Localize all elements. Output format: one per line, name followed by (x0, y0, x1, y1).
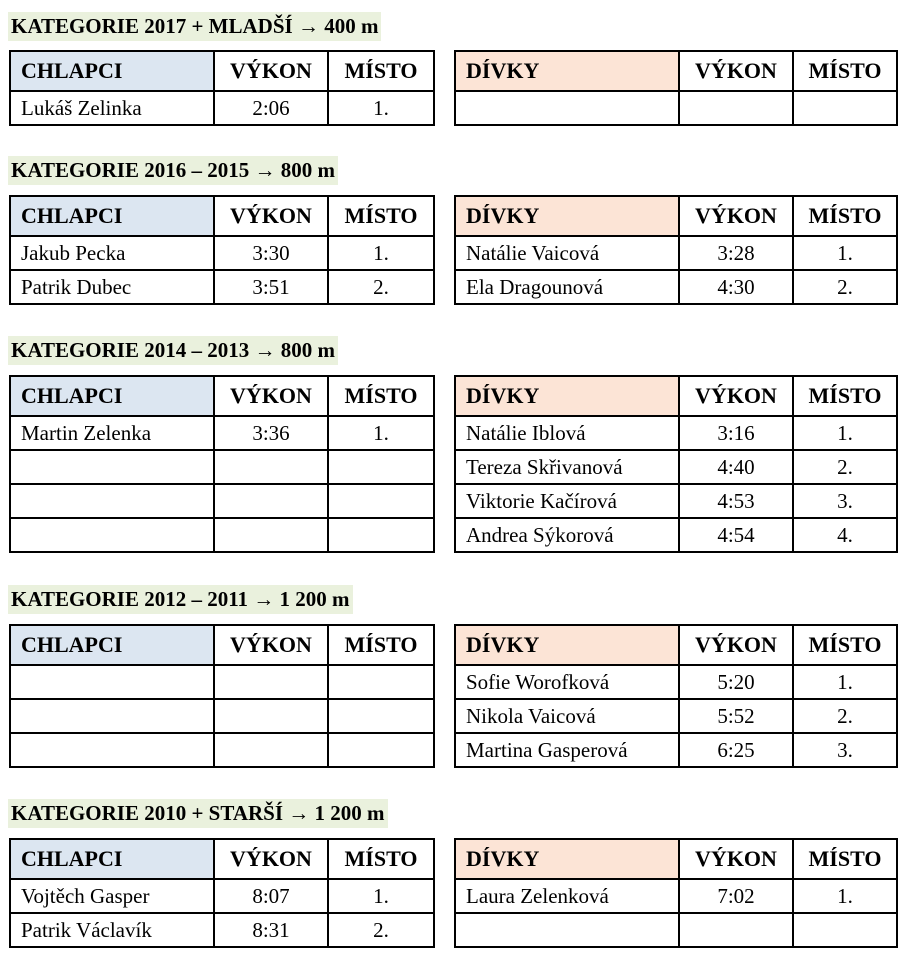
boys-results-table (9, 195, 435, 305)
athlete-place: 2. (328, 270, 434, 304)
girls-results-table (454, 375, 898, 553)
header-result: VÝKON (214, 196, 328, 236)
athlete-place (328, 733, 434, 767)
athlete-place: 1. (328, 416, 434, 450)
athlete-time: 4:53 (679, 484, 793, 518)
athlete-name: Vojtěch Gasper (10, 879, 214, 913)
table-row (10, 879, 434, 913)
header-girls: DÍVKY (455, 839, 679, 879)
category-title: KATEGORIE 2012 – 2011 → 1 200 m (8, 585, 353, 614)
table-row (10, 733, 434, 767)
athlete-place: 1. (328, 879, 434, 913)
table-row (455, 450, 897, 484)
athlete-name (10, 699, 214, 733)
athlete-place: 4. (793, 518, 897, 552)
athlete-name: Ela Dragounová (455, 270, 679, 304)
table-row (455, 270, 897, 304)
table-header-row (10, 376, 434, 416)
athlete-name: Martina Gasperová (455, 733, 679, 767)
athlete-time (214, 484, 328, 518)
athlete-name: Jakub Pecka (10, 236, 214, 270)
boys-results-table (9, 375, 435, 553)
header-result: VÝKON (214, 376, 328, 416)
table-header-row (10, 196, 434, 236)
girls-results-table (454, 195, 898, 305)
athlete-time: 8:07 (214, 879, 328, 913)
athlete-place: 3. (793, 733, 897, 767)
athlete-time (214, 733, 328, 767)
athlete-name: Viktorie Kačírová (455, 484, 679, 518)
athlete-place: 1. (793, 665, 897, 699)
boys-results-table (9, 50, 435, 126)
header-result: VÝKON (679, 839, 793, 879)
header-place: MÍSTO (328, 196, 434, 236)
table-row (10, 416, 434, 450)
header-result: VÝKON (214, 625, 328, 665)
header-result: VÝKON (679, 625, 793, 665)
table-row (455, 879, 897, 913)
header-place: MÍSTO (328, 839, 434, 879)
athlete-name: Sofie Worofková (455, 665, 679, 699)
header-place: MÍSTO (328, 625, 434, 665)
table-row (455, 484, 897, 518)
table-header-row (455, 196, 897, 236)
table-header-row (455, 839, 897, 879)
table-row (10, 518, 434, 552)
table-row (455, 913, 897, 947)
athlete-name: Andrea Sýkorová (455, 518, 679, 552)
athlete-name (455, 913, 679, 947)
header-girls: DÍVKY (455, 196, 679, 236)
girls-results-table (454, 838, 898, 948)
category-title: KATEGORIE 2017 + MLADŠÍ → 400 m (8, 12, 381, 41)
athlete-name: Natálie Iblová (455, 416, 679, 450)
header-girls: DÍVKY (455, 51, 679, 91)
table-header-row (455, 51, 897, 91)
athlete-place (328, 699, 434, 733)
table-row (10, 913, 434, 947)
athlete-name (10, 518, 214, 552)
header-result: VÝKON (679, 196, 793, 236)
header-place: MÍSTO (328, 376, 434, 416)
athlete-time: 4:54 (679, 518, 793, 552)
athlete-time (679, 913, 793, 947)
athlete-place (793, 91, 897, 125)
header-girls: DÍVKY (455, 376, 679, 416)
table-row (455, 236, 897, 270)
athlete-time (679, 91, 793, 125)
header-place: MÍSTO (793, 51, 897, 91)
athlete-time: 3:51 (214, 270, 328, 304)
athlete-place: 2. (793, 270, 897, 304)
athlete-time: 3:28 (679, 236, 793, 270)
header-place: MÍSTO (793, 625, 897, 665)
athlete-place (328, 518, 434, 552)
table-row (455, 416, 897, 450)
athlete-name: Nikola Vaicová (455, 699, 679, 733)
athlete-place: 2. (328, 913, 434, 947)
athlete-time: 6:25 (679, 733, 793, 767)
header-boys: CHLAPCI (10, 376, 214, 416)
athlete-time: 5:20 (679, 665, 793, 699)
table-row (455, 665, 897, 699)
athlete-time (214, 518, 328, 552)
table-row (10, 270, 434, 304)
athlete-place: 1. (328, 236, 434, 270)
table-row (10, 236, 434, 270)
athlete-time: 3:30 (214, 236, 328, 270)
table-row (455, 518, 897, 552)
athlete-place: 1. (793, 236, 897, 270)
table-header-row (10, 51, 434, 91)
athlete-name: Lukáš Zelinka (10, 91, 214, 125)
category-title: KATEGORIE 2014 – 2013 → 800 m (8, 336, 338, 365)
athlete-place: 1. (328, 91, 434, 125)
boys-results-table (9, 838, 435, 948)
category-title: KATEGORIE 2016 – 2015 → 800 m (8, 156, 338, 185)
athlete-name: Patrik Václavík (10, 913, 214, 947)
athlete-place (793, 913, 897, 947)
athlete-place (328, 665, 434, 699)
athlete-place: 1. (793, 416, 897, 450)
athlete-name: Tereza Skřivanová (455, 450, 679, 484)
athlete-time: 3:36 (214, 416, 328, 450)
table-row (455, 91, 897, 125)
header-place: MÍSTO (328, 51, 434, 91)
athlete-place (328, 450, 434, 484)
table-row (10, 665, 434, 699)
table-row (10, 699, 434, 733)
athlete-time: 4:30 (679, 270, 793, 304)
header-boys: CHLAPCI (10, 839, 214, 879)
table-header-row (10, 625, 434, 665)
athlete-name (10, 733, 214, 767)
table-row (10, 91, 434, 125)
athlete-place: 3. (793, 484, 897, 518)
athlete-name: Laura Zelenková (455, 879, 679, 913)
athlete-name (10, 665, 214, 699)
athlete-place: 1. (793, 879, 897, 913)
header-result: VÝKON (679, 376, 793, 416)
table-row (455, 733, 897, 767)
header-boys: CHLAPCI (10, 625, 214, 665)
table-header-row (10, 839, 434, 879)
athlete-time: 7:02 (679, 879, 793, 913)
athlete-time: 2:06 (214, 91, 328, 125)
athlete-place: 2. (793, 699, 897, 733)
table-header-row (455, 376, 897, 416)
boys-results-table (9, 624, 435, 768)
category-title: KATEGORIE 2010 + STARŠÍ → 1 200 m (8, 799, 388, 828)
header-result: VÝKON (214, 51, 328, 91)
athlete-time (214, 450, 328, 484)
athlete-name: Martin Zelenka (10, 416, 214, 450)
header-boys: CHLAPCI (10, 51, 214, 91)
athlete-time (214, 665, 328, 699)
athlete-place: 2. (793, 450, 897, 484)
athlete-time: 4:40 (679, 450, 793, 484)
athlete-name (455, 91, 679, 125)
header-place: MÍSTO (793, 376, 897, 416)
athlete-time (214, 699, 328, 733)
header-place: MÍSTO (793, 196, 897, 236)
header-boys: CHLAPCI (10, 196, 214, 236)
athlete-place (328, 484, 434, 518)
table-row (455, 699, 897, 733)
athlete-time: 8:31 (214, 913, 328, 947)
athlete-time: 3:16 (679, 416, 793, 450)
girls-results-table (454, 624, 898, 768)
table-header-row (455, 625, 897, 665)
girls-results-table (454, 50, 898, 126)
athlete-name: Patrik Dubec (10, 270, 214, 304)
header-girls: DÍVKY (455, 625, 679, 665)
header-result: VÝKON (679, 51, 793, 91)
table-row (10, 450, 434, 484)
athlete-time: 5:52 (679, 699, 793, 733)
athlete-name (10, 450, 214, 484)
athlete-name: Natálie Vaicová (455, 236, 679, 270)
table-row (10, 484, 434, 518)
header-place: MÍSTO (793, 839, 897, 879)
athlete-name (10, 484, 214, 518)
header-result: VÝKON (214, 839, 328, 879)
